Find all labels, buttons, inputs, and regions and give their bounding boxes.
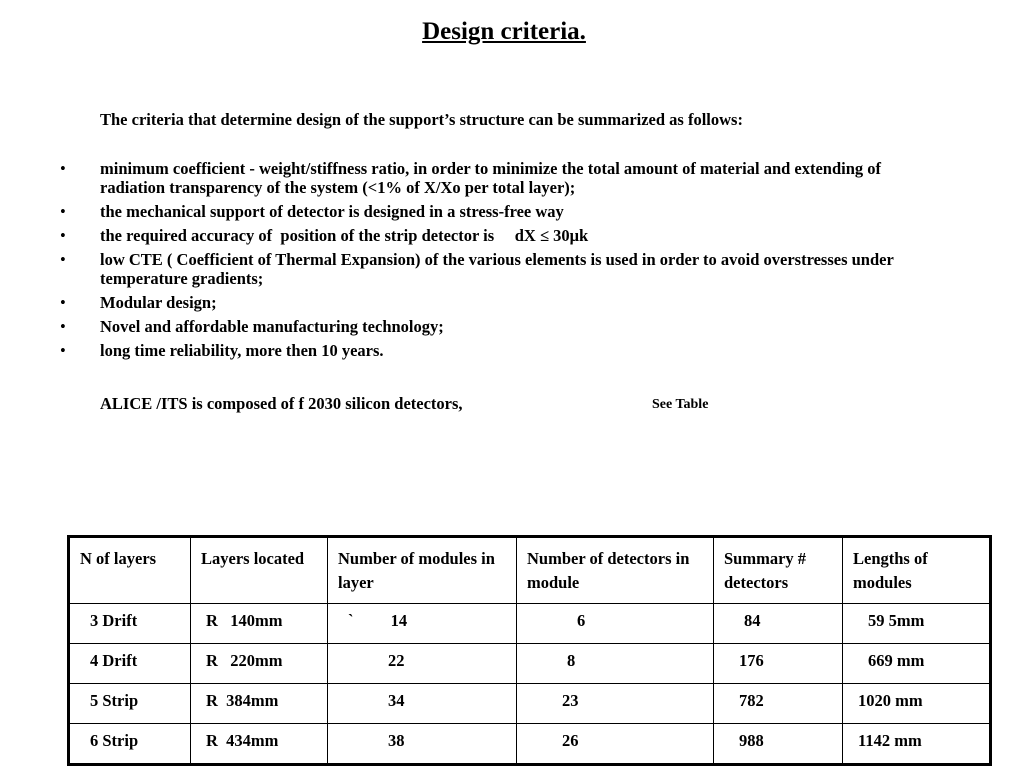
table-cell: 6 <box>517 604 714 644</box>
column-header: Lengths of modules <box>843 537 991 604</box>
table-cell: 988 <box>714 724 843 765</box>
table-cell: 23 <box>517 684 714 724</box>
bullet-icon: • <box>60 317 66 336</box>
table-cell: 4 Drift <box>69 644 191 684</box>
intro-text: The criteria that determine design of the support’s structure can be summarized as follows: <box>100 110 743 129</box>
table-cell: 84 <box>714 604 843 644</box>
table-cell: 669 mm <box>843 644 991 684</box>
criteria-text: long time reliability, more then 10 years. <box>100 341 384 360</box>
table-cell: 176 <box>714 644 843 684</box>
table-cell: R 384mm <box>191 684 328 724</box>
criteria-text: Modular design; <box>100 293 217 312</box>
table-cell: 26 <box>517 724 714 765</box>
bullet-icon: • <box>60 341 66 360</box>
table-cell: ` 14 <box>328 604 517 644</box>
table-cell: 1020 mm <box>843 684 991 724</box>
criteria-item <box>0 293 1024 312</box>
bullet-icon: • <box>60 226 66 245</box>
page-title: Design criteria. <box>422 18 586 45</box>
criteria-text: Novel and affordable manufacturing technology; <box>100 317 444 336</box>
table-cell: 782 <box>714 684 843 724</box>
table-cell: R 140mm <box>191 604 328 644</box>
column-header: Number of modules in layer <box>328 537 517 604</box>
table-row <box>69 724 991 765</box>
criteria-text: low CTE ( Coefficient of Thermal Expansion) of the various elements is used in order to avoid overstresses under temperature gradients; <box>100 250 894 288</box>
detectors-table <box>67 535 992 766</box>
table-cell: 6 Strip <box>69 724 191 765</box>
criteria-text: the mechanical support of detector is designed in a stress-free way <box>100 202 564 221</box>
table-cell: R 434mm <box>191 724 328 765</box>
criteria-item <box>0 159 1024 197</box>
bullet-icon: • <box>60 293 66 312</box>
table-cell: 59 5mm <box>843 604 991 644</box>
criteria-list <box>0 159 1024 365</box>
table-cell: 38 <box>328 724 517 765</box>
criteria-item <box>0 317 1024 336</box>
table-cell: 34 <box>328 684 517 724</box>
summary-text: ALICE /ITS is composed of f 2030 silicon detectors, <box>100 394 463 413</box>
table-header-row <box>69 537 991 604</box>
table-cell: 22 <box>328 644 517 684</box>
column-header: Number of detectors in module <box>517 537 714 604</box>
criteria-item <box>0 341 1024 360</box>
table-row <box>69 604 991 644</box>
criteria-text: minimum coefficient - weight/stiffness ratio, in order to minimize the total amount of material and extending of radiation transparency of the system (<1% of X/Xo per total layer); <box>100 159 882 197</box>
table-row <box>69 644 991 684</box>
bullet-icon: • <box>60 159 66 178</box>
bullet-icon: • <box>60 250 66 269</box>
criteria-item <box>0 226 1024 245</box>
criteria-text: the required accuracy of position of the strip detector is dX ≤ 30μk <box>100 226 589 245</box>
table-row <box>69 684 991 724</box>
criteria-item <box>0 202 1024 221</box>
column-header: Layers located <box>191 537 328 604</box>
column-header: Summary # detectors <box>714 537 843 604</box>
criteria-item <box>0 250 1024 288</box>
see-table-note: See Table <box>652 397 709 412</box>
table-cell: 8 <box>517 644 714 684</box>
table-cell: 1142 mm <box>843 724 991 765</box>
table-cell: R 220mm <box>191 644 328 684</box>
table-cell: 3 Drift <box>69 604 191 644</box>
bullet-icon: • <box>60 202 66 221</box>
column-header: N of layers <box>69 537 191 604</box>
table-cell: 5 Strip <box>69 684 191 724</box>
